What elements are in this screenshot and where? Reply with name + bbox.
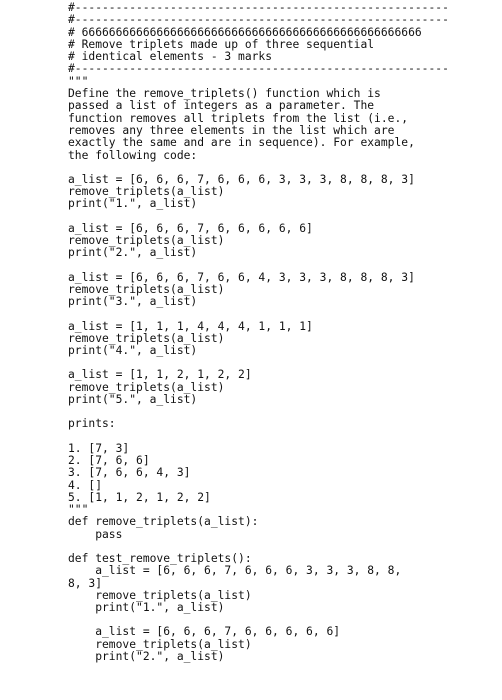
example-block-5 [68, 369, 498, 406]
example-block-4 [68, 321, 498, 358]
description-line: removes any three elements in the list which are [68, 124, 395, 137]
code-line: a_list = [6, 6, 6, 7, 6, 6, 6, 6, 6] [68, 222, 313, 235]
code-line: 8, 3] [68, 577, 103, 590]
example-block-3 [68, 272, 498, 309]
description-line: exactly the same and are in sequence). For example, [68, 137, 415, 150]
code-line: print("1.", a_list) [68, 198, 198, 211]
comment-line: #------------------------------------------------------- [68, 2, 449, 14]
code-line: remove_triplets(a_list) [68, 638, 252, 651]
prints-label: prints: [68, 418, 116, 431]
code-line: print("5.", a_list) [68, 394, 198, 407]
code-line: print("1.", a_list) [68, 602, 225, 615]
example-block-2 [68, 223, 498, 260]
description-line: Define the remove_triplets() function which is [68, 88, 381, 101]
code-line: remove_triplets(a_list) [68, 283, 225, 296]
docstring-open: """ [68, 75, 89, 88]
code-line: def remove_triplets(a_list): [68, 516, 259, 529]
description-line: passed a list of integers as a parameter. The [68, 100, 375, 113]
comment-header [68, 2, 498, 88]
code-line: print("2.", a_list) [68, 247, 198, 260]
code-line: a_list = [1, 1, 1, 4, 4, 4, 1, 1, 1] [68, 320, 313, 333]
code-line: remove_triplets(a_list) [68, 235, 225, 248]
comment-line: # identical elements - 3 marks [68, 51, 273, 64]
code-line: print("4.", a_list) [68, 345, 198, 358]
comment-line: #------------------------------------------------------- [68, 14, 449, 27]
output-line: 1. [7, 3] [68, 442, 130, 455]
description-line: the following code: [68, 149, 198, 162]
code-line: remove_triplets(a_list) [68, 589, 252, 602]
docstring-close: """ [68, 504, 89, 517]
expected-output [68, 443, 498, 517]
function-definition [68, 516, 498, 541]
comment-line: # 66666666666666666666666666666666666666666666666666 [68, 26, 422, 39]
example-block-1 [68, 174, 498, 211]
code-line: remove_triplets(a_list) [68, 381, 225, 394]
code-line: a_list = [6, 6, 6, 7, 6, 6, 4, 3, 3, 3, 8, 8, 8, 3] [68, 271, 415, 284]
code-line: a_list = [1, 1, 2, 1, 2, 2] [68, 369, 252, 382]
code-line: remove_triplets(a_list) [68, 332, 225, 345]
problem-description [68, 88, 498, 162]
code-line: pass [68, 528, 123, 541]
code-line: remove_triplets(a_list) [68, 186, 225, 199]
code-line: a_list = [6, 6, 6, 7, 6, 6, 6, 3, 3, 3, 8, 8, [68, 565, 402, 578]
code-line: print("2.", a_list) [68, 651, 225, 664]
code-document [68, 2, 498, 663]
comment-line: #------------------------------------------------------- [68, 63, 449, 76]
code-line: a_list = [6, 6, 6, 7, 6, 6, 6, 3, 3, 3, 8, 8, 8, 3] [68, 173, 415, 186]
output-line: 2. [7, 6, 6] [68, 454, 150, 467]
output-line: 4. [] [68, 479, 103, 492]
test-function [68, 553, 498, 663]
code-line: print("3.", a_list) [68, 296, 198, 309]
description-line: function removes all triplets from the list (i.e., [68, 112, 409, 125]
code-line: a_list = [6, 6, 6, 7, 6, 6, 6, 6, 6] [68, 626, 341, 639]
comment-line: # Remove triplets made up of three sequential [68, 38, 375, 51]
output-line: 3. [7, 6, 6, 4, 3] [68, 467, 191, 480]
output-line: 5. [1, 1, 2, 1, 2, 2] [68, 491, 211, 504]
code-line: def test_remove_triplets(): [68, 552, 252, 565]
